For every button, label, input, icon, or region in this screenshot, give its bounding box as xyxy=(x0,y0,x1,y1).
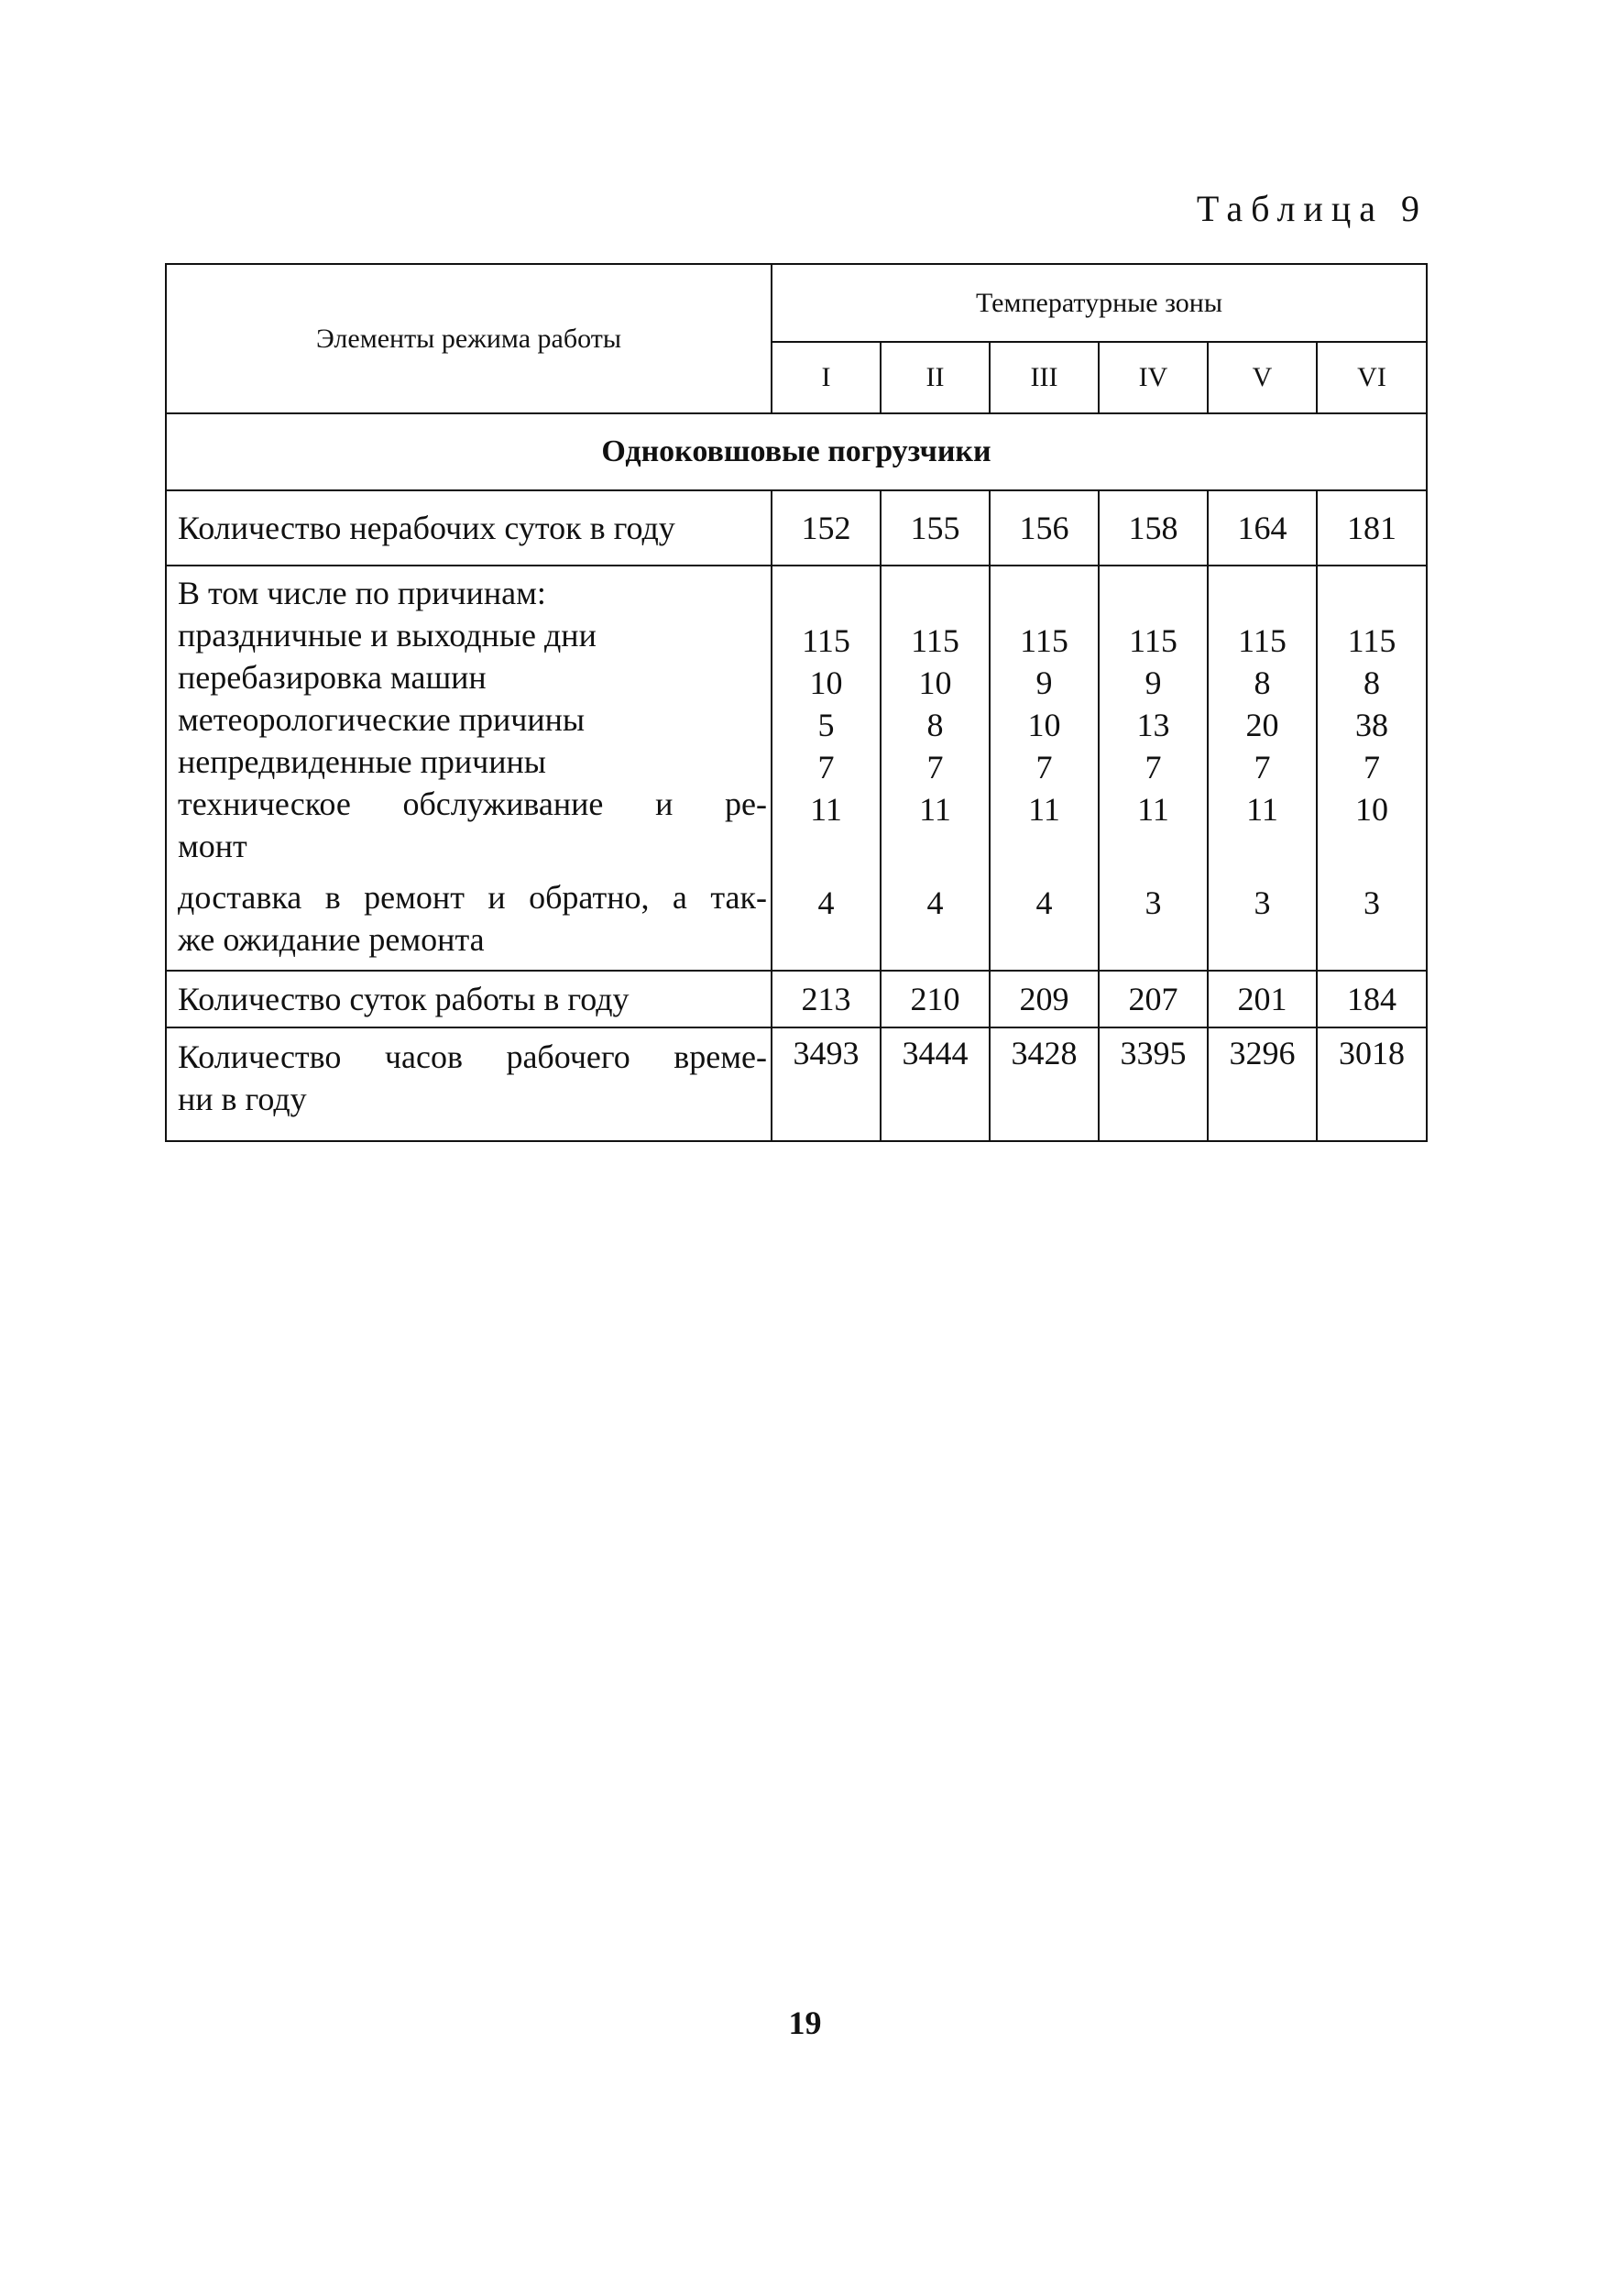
reason-label: монт xyxy=(178,828,247,864)
row-label-line: Количество часов рабочего време- xyxy=(178,1038,767,1075)
breakdown-labels xyxy=(166,566,772,971)
table-cell: 213 xyxy=(772,971,881,1027)
breakdown-heading: В том числе по причинам: xyxy=(178,575,546,611)
table-cell: 3 xyxy=(1254,884,1271,921)
table-cell: 4 xyxy=(817,884,835,921)
table-cell: 20 xyxy=(1245,707,1279,743)
reason-label: праздничные и выходные дни xyxy=(178,617,597,654)
page-number: 19 xyxy=(788,2005,822,2041)
table-cell: 5 xyxy=(817,707,835,743)
table-cell: 115 xyxy=(1347,622,1396,659)
breakdown-values-zone-1 xyxy=(772,566,881,971)
table-cell: 9 xyxy=(1035,665,1053,701)
table-cell: 13 xyxy=(1136,707,1170,743)
table-cell: 115 xyxy=(1129,622,1177,659)
table-cell: 210 xyxy=(881,971,990,1027)
breakdown-values-zone-6 xyxy=(1317,566,1427,971)
table-cell: 7 xyxy=(1254,749,1271,785)
table-cell: 3493 xyxy=(772,1027,881,1141)
table-cell: 10 xyxy=(918,665,952,701)
reason-label: непредвиденные причины xyxy=(178,743,546,780)
table-cell: 7 xyxy=(926,749,944,785)
row-label xyxy=(166,1027,772,1141)
table-caption: Таблица 9 xyxy=(1196,188,1428,229)
table-row xyxy=(166,1027,1427,1141)
table-cell: 4 xyxy=(1035,884,1053,921)
table-cell: 3 xyxy=(1364,884,1380,921)
table-row xyxy=(166,971,1427,1027)
table-cell: 3428 xyxy=(990,1027,1099,1141)
header-elements-cell: Элементы режима работы xyxy=(166,264,772,413)
table-cell: 7 xyxy=(1364,749,1380,785)
table-row xyxy=(166,490,1427,566)
reason-label: метеорологические причины xyxy=(178,701,586,738)
table-cell: 7 xyxy=(817,749,835,785)
table-cell: 156 xyxy=(990,490,1099,566)
zone-header: II xyxy=(881,342,990,413)
zone-header: V xyxy=(1208,342,1317,413)
breakdown-values-zone-2 xyxy=(881,566,990,971)
table-cell: 8 xyxy=(926,707,944,743)
reason-label: же ожидание ремонта xyxy=(178,921,485,958)
table-cell: 7 xyxy=(1035,749,1053,785)
table-cell: 164 xyxy=(1208,490,1317,566)
reason-label: перебазировка машин xyxy=(178,659,487,696)
table-cell: 11 xyxy=(1137,791,1169,828)
header-zones-cell: Температурные зоны xyxy=(772,264,1427,342)
table-cell: 11 xyxy=(919,791,951,828)
table-cell: 201 xyxy=(1208,971,1317,1027)
zone-header: III xyxy=(990,342,1099,413)
table-cell: 181 xyxy=(1317,490,1427,566)
row-label: Количество нерабочих суток в году xyxy=(166,490,772,566)
table-cell: 11 xyxy=(1246,791,1278,828)
table-cell: 158 xyxy=(1099,490,1208,566)
table-cell: 3 xyxy=(1145,884,1162,921)
table-cell: 207 xyxy=(1099,971,1208,1027)
breakdown-values-zone-5 xyxy=(1208,566,1317,971)
table-cell: 10 xyxy=(1355,791,1388,828)
table-cell: 11 xyxy=(1028,791,1060,828)
breakdown-values-zone-4 xyxy=(1099,566,1208,971)
table-cell: 3296 xyxy=(1208,1027,1317,1141)
zone-header: I xyxy=(772,342,881,413)
table-cell: 3018 xyxy=(1317,1027,1427,1141)
section-row xyxy=(166,413,1427,490)
row-label: Количество суток работы в году xyxy=(166,971,772,1027)
table-cell: 115 xyxy=(911,622,959,659)
table-cell: 115 xyxy=(1020,622,1068,659)
table-cell: 115 xyxy=(802,622,850,659)
row-label-line: ни в году xyxy=(178,1081,307,1117)
breakdown-values-zone-3 xyxy=(990,566,1099,971)
reason-label: доставка в ремонт и обратно, а так- xyxy=(178,879,767,916)
table-cell: 10 xyxy=(1027,707,1061,743)
table-cell: 7 xyxy=(1145,749,1162,785)
table-cell: 209 xyxy=(990,971,1099,1027)
table-cell: 38 xyxy=(1355,707,1388,743)
reason-label: техническое обслуживание и ре- xyxy=(178,785,767,822)
table-cell: 152 xyxy=(772,490,881,566)
table-cell: 9 xyxy=(1145,665,1162,701)
table-cell: 8 xyxy=(1254,665,1271,701)
table-cell: 184 xyxy=(1317,971,1427,1027)
table-cell: 10 xyxy=(809,665,843,701)
zone-header: VI xyxy=(1317,342,1427,413)
table-row xyxy=(166,566,1427,971)
table-cell: 11 xyxy=(810,791,842,828)
table-cell: 115 xyxy=(1238,622,1287,659)
work-regime-table xyxy=(165,263,1428,1142)
table-cell: 8 xyxy=(1364,665,1380,701)
table-cell: 3444 xyxy=(881,1027,990,1141)
section-title: Одноковшовые погрузчики xyxy=(166,413,1427,490)
header-row xyxy=(166,264,1427,342)
table-cell: 3395 xyxy=(1099,1027,1208,1141)
table-cell: 4 xyxy=(926,884,944,921)
zone-header: IV xyxy=(1099,342,1208,413)
table-cell: 155 xyxy=(881,490,990,566)
